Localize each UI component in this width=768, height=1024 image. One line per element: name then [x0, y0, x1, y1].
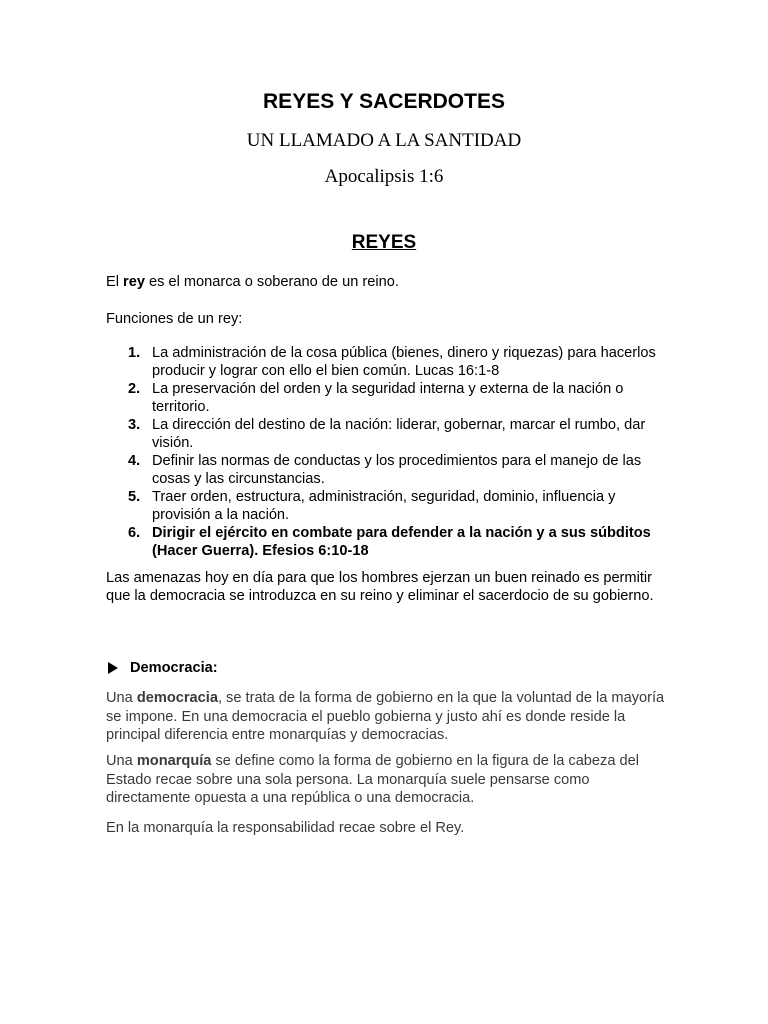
list-item-text: La dirección del destino de la nación: liderar, gobernar, marcar el rumbo, dar visión. — [152, 417, 646, 451]
rey-definition-pre: El — [106, 274, 124, 290]
list-item-text: La preservación del orden y la seguridad interna y externa de la nación o territorio. — [152, 381, 624, 415]
threats-paragraph: Las amenazas hoy en día para que los hombres ejerzan un buen reinado es permitir que la democracia se introduzca en su reino y eliminar el sacerdocio de su gobierno. — [106, 570, 654, 604]
monarchy-term: monarquía — [136, 753, 212, 769]
responsibility-paragraph: En la monarquía la responsabilidad recae sobre el Rey. — [106, 820, 465, 836]
arrow-bullet-icon — [108, 662, 118, 674]
monarchy-paragraph-post: se define como la forma de gobierno en la figura de la cabeza del Estado recae sobre una sola persona. La monarquía suele pensarse como directamente opuesta a una república o una democracia. — [106, 753, 639, 806]
rey-term: rey — [123, 274, 145, 290]
list-item — [106, 524, 666, 560]
list-item-text: Traer orden, estructura, administración, seguridad, dominio, influencia y provisión a la nación. — [152, 489, 616, 523]
rey-definition-post: es el monarca o soberano de un reino. — [144, 274, 399, 290]
list-item — [106, 416, 666, 452]
list-item — [106, 380, 666, 416]
list-item-number: 4. — [128, 453, 141, 469]
list-item-number: 2. — [128, 381, 141, 397]
section-heading-reyes: REYES — [351, 232, 417, 253]
democracy-paragraph-post: , se trata de la forma de gobierno en la que la voluntad de la mayoría se impone. En una democracia el pueblo gobierna y justo ahí es donde reside la principal diferencia entre monarquías y democracias. — [106, 690, 665, 743]
list-item-number: 5. — [128, 489, 141, 505]
document-title: REYES Y SACERDOTES — [263, 90, 505, 113]
list-item — [106, 344, 666, 380]
democracy-term: democracia — [136, 690, 218, 706]
democracy-paragraph-pre: Una — [106, 690, 137, 706]
list-item-text: La administración de la cosa pública (bienes, dinero y riquezas) para hacerlos producir y lograr con ello el bien común. Lucas 16:1-8 — [152, 345, 656, 379]
list-item — [106, 452, 666, 488]
democracy-heading — [130, 660, 218, 676]
monarchy-paragraph — [106, 752, 666, 808]
rey-definition — [106, 273, 666, 291]
democracy-heading-text: Democracia: — [130, 660, 218, 676]
monarchy-paragraph-pre: Una — [106, 753, 137, 769]
list-item — [106, 488, 666, 524]
list-item-number: 3. — [128, 417, 141, 433]
list-item-number: 1. — [128, 345, 141, 361]
functions-list — [106, 344, 666, 560]
document-subtitle: UN LLAMADO A LA SANTIDAD — [246, 130, 522, 151]
list-item-number: 6. — [128, 525, 141, 541]
list-item-text: Definir las normas de conductas y los procedimientos para el manejo de las cosas y las circunstancias. — [152, 453, 642, 487]
democracy-paragraph — [106, 689, 666, 745]
scripture-reference: Apocalipsis 1:6 — [324, 166, 444, 187]
list-item-text: Dirigir el ejército en combate para defender a la nación y a sus súbditos (Hacer Guerra). Efesios 6:10-18 — [152, 525, 651, 559]
functions-intro: Funciones de un rey: — [106, 311, 243, 327]
